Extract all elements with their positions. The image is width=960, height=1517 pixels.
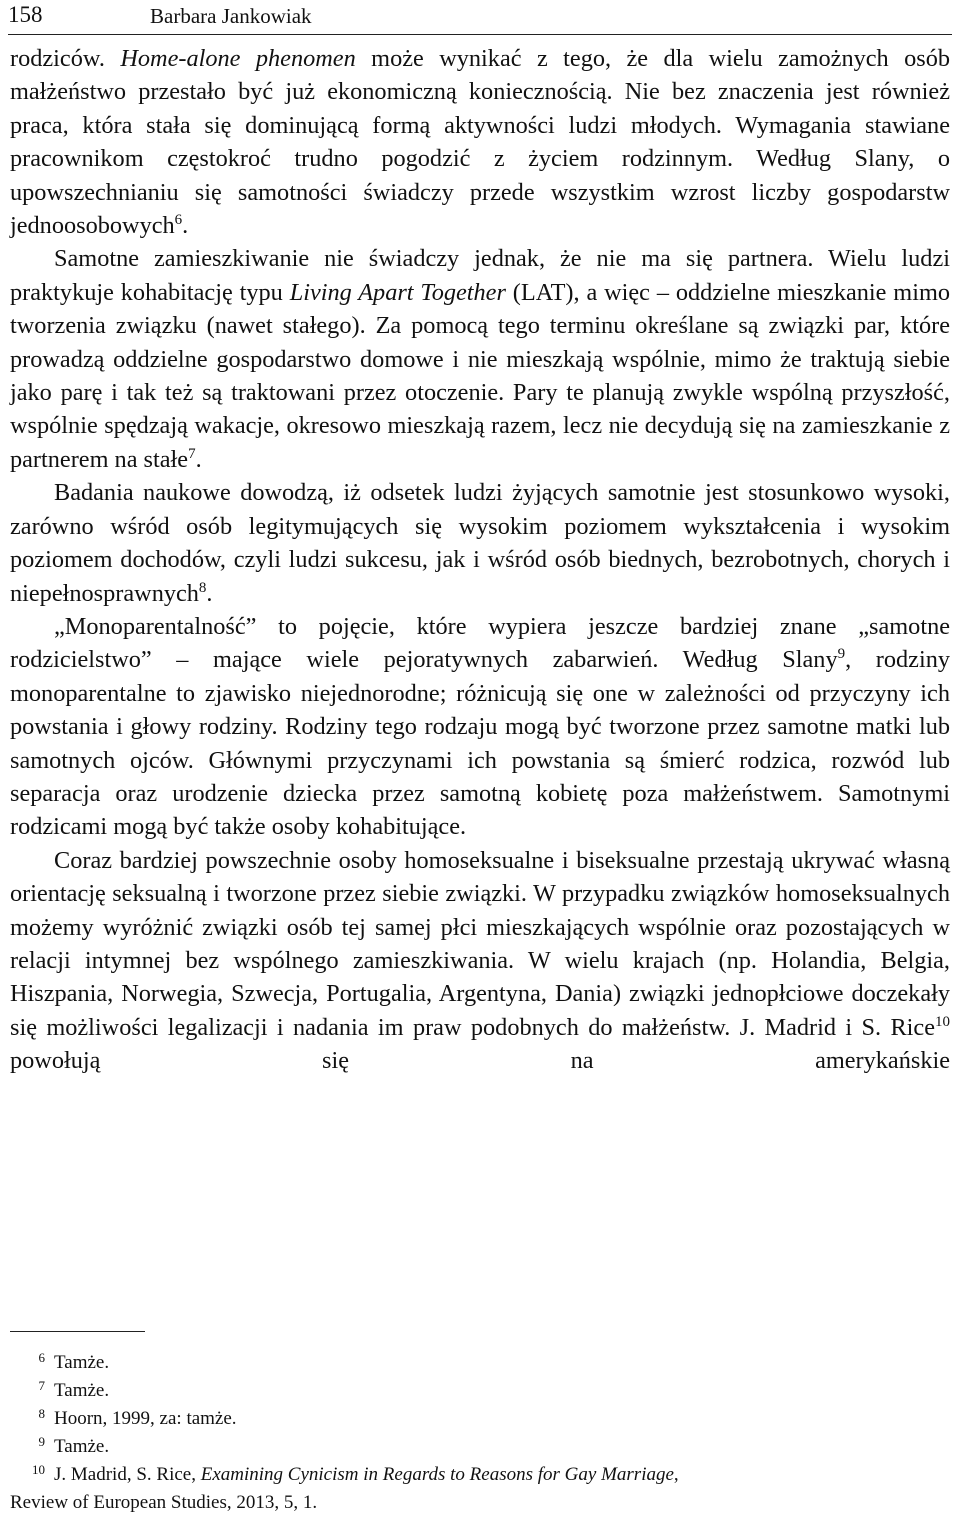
text-run: Coraz bardziej powszechnie osoby homoseksualne i biseksualne przestają ukrywać własną orientację seksualną i tworzone przez siebie związki. W przypadku związków homoseksualnych możemy wyróżnić związki osób tej samej płci mieszkających wspólnie oraz pozostających w relacji intymnej bez wspólnego zamieszkiwania. W wielu krajach (np. Holandia, Belgia, Hiszpania, Norwegia, Szwecja, Portugalia, Argentyna, Dania) związki jednopłciowe doczekały się możliwości legalizacji i nadania im praw podobnych do małżeństw. J. Madrid i S. Rice	[10, 846, 950, 1041]
footnote	[10, 1349, 950, 1377]
footnote-continuation: Review of European Studies, 2013, 5, 1.	[10, 1492, 318, 1513]
text-run: Samotne zamieszkiwanie nie świadczy jednak, że nie ma się partnera. Wielu ludzi praktykuje kohabitację typu	[10, 245, 950, 306]
text-run: , rodziny monoparentalne to zjawisko niejednorodne; różnicują się one w zależności od przyczyny ich powstania i głowy rodziny. Rodziny tego rodzaju mogą być tworzone przez samotne matki lub samotnych ojców. Głównymi przyczynami ich powstania są śmierć rodzica, rozwód lub separacja oraz urodzenie dziecka przez samotną kobietę poza małżeństwem. Samotnymi rodzicami mogą być także osoby kohabitujące.	[10, 646, 950, 841]
text-run: .	[206, 579, 213, 607]
italic-term: Home-alone phenomen	[120, 45, 356, 72]
text-run: może wynikać z tego, że dla wielu zamożnych osób małżeństwo przestało być już ekonomiczną koniecznością. Nie bez znaczenia jest również praca, która stała się dominującą formą aktywności ludzi młodych. Wymagania stawiane pracownikom częstokroć trudno pogodzić z życiem rodzinnym. Według Slany, o upowszechnianiu się samotności świadczy przede wszystkim wzrost liczby gospodarstw jednoosobowych	[10, 45, 951, 240]
paragraph	[10, 42, 950, 242]
footnote	[10, 1377, 950, 1405]
paragraph	[10, 844, 950, 1111]
footnote-text: ,	[673, 1464, 679, 1485]
text-run: „Monoparentalność” to pojęcie, które wypiera jeszcze bardziej znane „samotne rodzicielstwo” – mające wiele pejoratywnych zabarwień. Według Slany	[10, 612, 950, 674]
footnote-ref[interactable]: 8	[198, 579, 207, 596]
footnote-number: 9	[38, 1434, 45, 1449]
footnote-number: 6	[38, 1350, 45, 1365]
running-header	[8, 0, 952, 35]
footnote-text: Hoorn, 1999, za: tamże.	[54, 1408, 237, 1429]
footnote-ref[interactable]: 10	[935, 1013, 950, 1030]
footnote	[10, 1461, 950, 1517]
footnote-number: 10	[32, 1462, 45, 1477]
footnote-text: Tamże.	[54, 1352, 110, 1373]
footnote	[10, 1433, 950, 1461]
footnote-text: Tamże.	[54, 1436, 110, 1457]
page-number: 158	[8, 2, 43, 27]
footnote-separator	[10, 1331, 145, 1332]
text-run: .	[195, 445, 202, 473]
footnote-number: 7	[38, 1378, 45, 1393]
text-run: rodziców.	[10, 45, 121, 72]
italic-term: Living Apart Together	[289, 278, 506, 306]
running-author: Barbara Jankowiak	[150, 4, 312, 28]
footnote-ref[interactable]: 9	[837, 646, 846, 663]
footnote-text: Tamże.	[54, 1380, 110, 1401]
text-run: .	[182, 212, 189, 240]
cited-title: Examining Cynicism in Regards to Reasons for Gay Marriage	[200, 1464, 674, 1485]
paragraph	[10, 242, 950, 476]
footnote-number: 8	[38, 1406, 45, 1421]
footnote-ref[interactable]: 6	[174, 212, 183, 229]
text-run: powołują się na amerykańskie	[10, 1047, 950, 1075]
body-text	[10, 42, 950, 1111]
text-run: Badania naukowe dowodzą, iż odsetek ludzi żyjących samotnie jest stosunkowo wysoki, zarówno wśród osób legitymujących się wysokim poziomem wykształcenia i wysokim poziomem dochodów, czyli ludzi sukcesu, jak i wśród osób biednych, bezrobotnych, chorych i niepełnosprawnych	[10, 479, 950, 607]
text-run: (LAT), a więc – oddzielne mieszkanie mimo tworzenia związku (nawet stałego). Za pomocą tego terminu określane są związki par, które prowadzą oddzielne gospodarstwo domowe i nie mieszkają wspólnie, mimo że traktują siebie jako parę i tak też są traktowani przez otoczenie. Pary te planują zwykle wspólną przyszłość, wspólnie spędzają wakacje, okresowo mieszkają razem, lecz nie decydują się na zamieszkanie z partnerem na stałe	[10, 278, 950, 473]
footnotes	[10, 1349, 950, 1517]
footnote	[10, 1405, 950, 1433]
footnote-ref[interactable]: 7	[188, 445, 196, 462]
paragraph	[10, 610, 950, 844]
paragraph	[10, 476, 950, 610]
footnote-text: J. Madrid, S. Rice,	[54, 1464, 201, 1485]
